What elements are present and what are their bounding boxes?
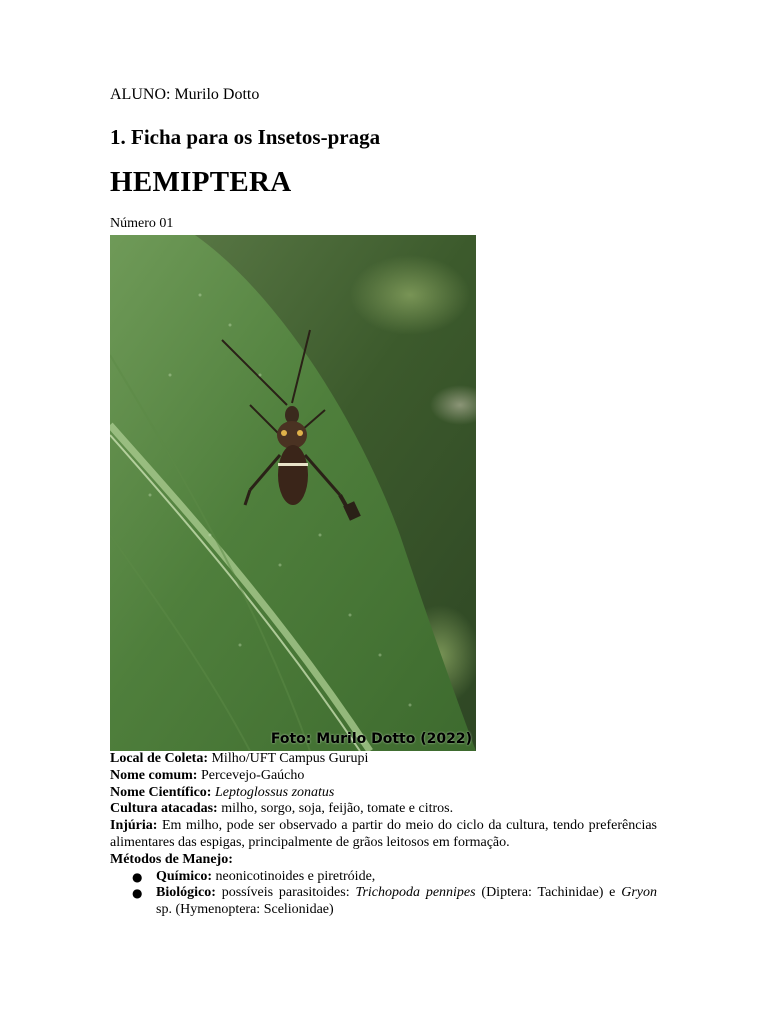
field-injury-label: Injúria: — [110, 818, 158, 834]
field-crops — [110, 801, 657, 818]
field-scientific-name-value: Leptoglossus zonatus — [214, 784, 335, 800]
management-biological — [132, 885, 657, 919]
field-scientific-name-label: Nome Científico: — [110, 784, 212, 800]
insect-info — [110, 751, 657, 919]
bullet-icon: ● — [132, 886, 143, 901]
field-common-name-label: Nome comum: — [110, 767, 198, 783]
field-injury-value: Em milho, pode ser observado a partir do meio do ciclo da cultura, tendo preferências alimentares das espigas, principalmente de grãos leitosos em formação. — [110, 818, 658, 850]
management-biological-label: Biológico: — [156, 885, 216, 901]
field-common-name — [110, 768, 657, 785]
management-chemical-value: neonicotinoides e piretróide, — [215, 868, 376, 884]
student-label: ALUNO: — [110, 86, 171, 103]
management-biological-text-2: (Diptera: Tachinidae) e — [481, 885, 616, 901]
management-chemical-label: Químico: — [156, 868, 212, 884]
management-biological-text-3: sp. (Hymenoptera: Scelionidae) — [156, 902, 334, 918]
field-crops-label: Cultura atacadas: — [110, 801, 218, 817]
photo-caption: Foto: Murilo Dotto (2022) — [270, 731, 472, 747]
management-biological-species-2: Gryon — [621, 885, 657, 901]
field-scientific-name — [110, 785, 657, 802]
section-title: 1. Ficha para os Insetos-praga — [110, 125, 381, 149]
management-list — [110, 869, 657, 919]
field-crops-value: milho, sorgo, soja, feijão, tomate e citros. — [221, 801, 454, 817]
record-number: Número 01 — [110, 216, 174, 231]
student-name: Murilo Dotto — [174, 86, 260, 103]
management-chemical — [132, 868, 657, 886]
insect-photo-image — [110, 235, 476, 751]
bullet-icon: ● — [132, 869, 143, 884]
insect-photo — [110, 235, 476, 751]
order-title: HEMIPTERA — [110, 166, 292, 198]
student-line — [110, 86, 259, 104]
field-common-name-value: Percevejo-Gaúcho — [200, 767, 305, 783]
management-biological-text-1: possíveis parasitoides: — [221, 885, 350, 901]
field-local-value: Milho/UFT Campus Gurupi — [211, 751, 369, 766]
field-management — [110, 852, 657, 869]
field-management-label: Métodos de Manejo: — [110, 851, 233, 867]
field-injury — [110, 818, 657, 852]
field-local — [110, 751, 657, 768]
field-local-label: Local de Coleta: — [110, 751, 208, 766]
management-biological-species-1: Trichopoda pennipes — [355, 885, 476, 901]
